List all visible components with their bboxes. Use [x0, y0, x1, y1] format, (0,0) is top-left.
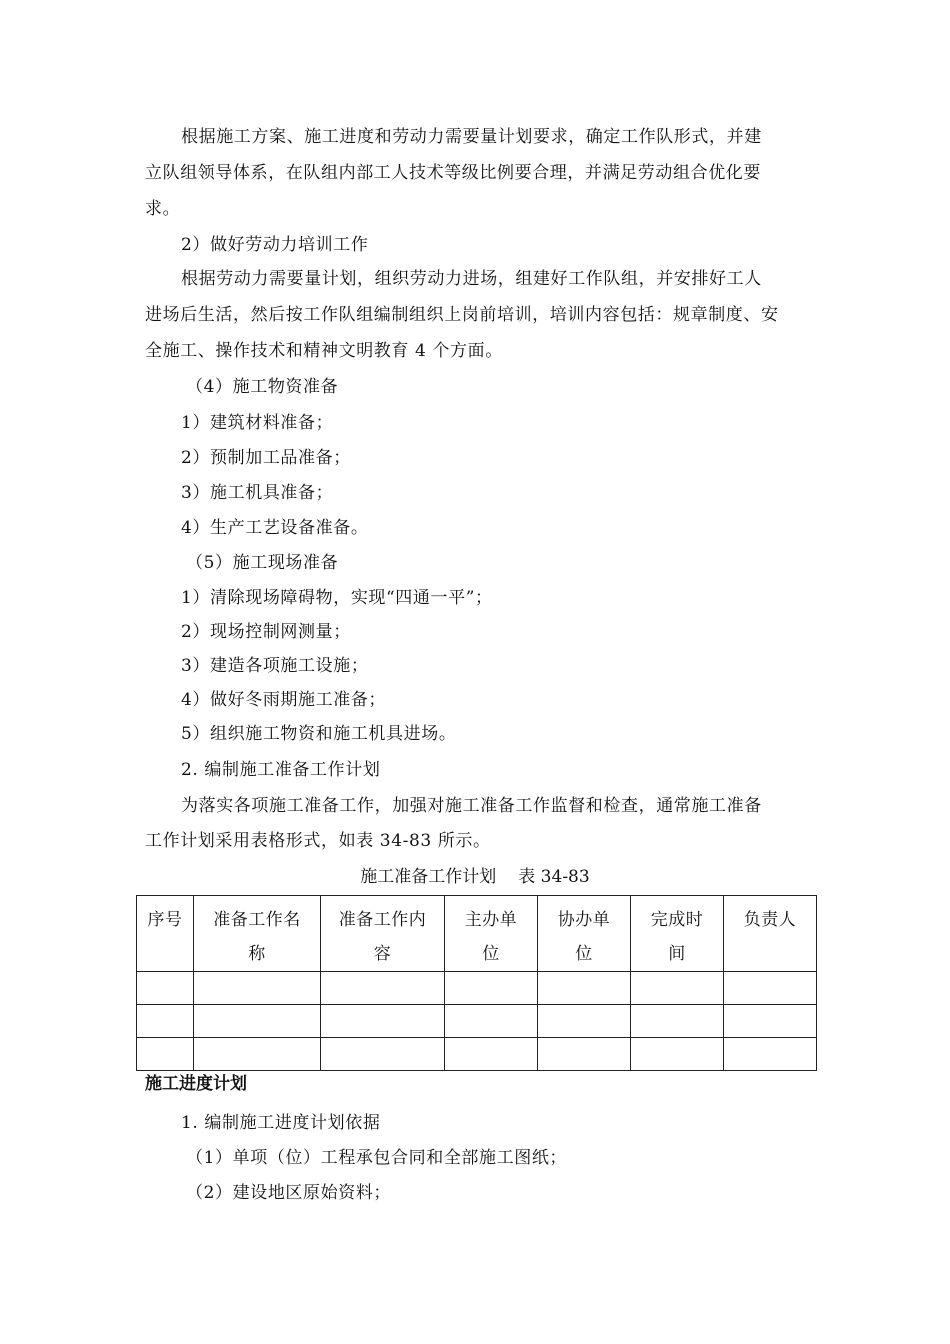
table-caption-number: 表 34-83 [518, 867, 590, 887]
section-item: （2）建设地区原始资料； [186, 1183, 392, 1203]
prep-plan-table [136, 895, 817, 1071]
table-cell [631, 1005, 724, 1038]
table-cell [631, 972, 724, 1005]
table-cell [538, 1038, 631, 1071]
subheading-materials: （4）施工物资准备 [186, 377, 339, 397]
table-cell [321, 1005, 445, 1038]
section-heading-schedule: 施工进度计划 [145, 1074, 247, 1094]
list-item: 2）现场控制网测量； [181, 622, 351, 642]
table-row [137, 1005, 817, 1038]
paragraph-line: 求。 [145, 199, 181, 219]
paragraph-line: 根据劳动力需要量计划，组织劳动力进场，组建好工作队组，并安排好工人 [181, 269, 762, 289]
table-cell [194, 972, 321, 1005]
table-caption-title: 施工准备工作计划 [360, 867, 497, 887]
table-cell [321, 1038, 445, 1071]
table-cell [724, 1005, 817, 1038]
list-item: 2）预制加工品准备； [181, 448, 351, 468]
table-header-row [137, 896, 817, 972]
paragraph-line: 工作计划采用表格形式，如表 34-83 所示。 [145, 831, 491, 851]
table-cell [538, 1005, 631, 1038]
table-cell [445, 972, 538, 1005]
list-item: 3）施工机具准备； [181, 483, 334, 503]
table-cell [137, 1005, 194, 1038]
header-responsible-person: 负责人 [724, 896, 817, 972]
table-cell [321, 972, 445, 1005]
subheading-site: （5）施工现场准备 [186, 553, 339, 573]
list-item: 3）建造各项施工设施； [181, 656, 369, 676]
table-cell [724, 972, 817, 1005]
table-cell [445, 1038, 538, 1071]
list-item: 1）建筑材料准备； [181, 413, 334, 433]
list-item: 4）做好冬雨期施工准备； [181, 690, 387, 710]
header-serial-number: 序号 [137, 896, 194, 972]
list-item: 1）清除现场障碍物，实现“四通一平”； [181, 588, 493, 608]
table-cell [137, 1038, 194, 1071]
subheading-prep-plan: 2. 编制施工准备工作计划 [181, 760, 381, 780]
section-item: 1. 编制施工进度计划依据 [181, 1113, 381, 1133]
paragraph-line: 立队组领导体系，在队组内部工人技术等级比例要合理，并满足劳动组合优化要 [145, 163, 761, 183]
paragraph-line: 为落实各项施工准备工作，加强对施工准备工作监督和检查，通常施工准备 [181, 796, 762, 816]
subheading-labor-training: 2）做好劳动力培训工作 [181, 235, 369, 255]
header-task-content: 准备工作内 容 [321, 896, 445, 972]
table-cell [445, 1005, 538, 1038]
header-lead-unit: 主办单 位 [445, 896, 538, 972]
paragraph-line: 根据施工方案、施工进度和劳动力需要量计划要求，确定工作队形式，并建 [181, 127, 762, 147]
paragraph-line: 全施工、操作技术和精神文明教育 4 个方面。 [145, 341, 503, 361]
list-item: 5）组织施工物资和施工机具进场。 [181, 724, 457, 744]
section-item: （1）单项（位）工程承包合同和全部施工图纸； [186, 1148, 568, 1168]
table-row [137, 1038, 817, 1071]
table-cell [194, 1038, 321, 1071]
paragraph-line: 进场后生活，然后按工作队组编制组织上岗前培训，培训内容包括：规章制度、安 [145, 305, 779, 325]
table-cell [137, 972, 194, 1005]
header-completion-time: 完成时 间 [631, 896, 724, 972]
table-cell [631, 1038, 724, 1071]
table-cell [194, 1005, 321, 1038]
table-cell [538, 972, 631, 1005]
header-task-name: 准备工作名 称 [194, 896, 321, 972]
table-row [137, 972, 817, 1005]
table-caption [0, 867, 950, 887]
table-cell [724, 1038, 817, 1071]
list-item: 4）生产工艺设备准备。 [181, 518, 369, 538]
header-assist-unit: 协办单 位 [538, 896, 631, 972]
